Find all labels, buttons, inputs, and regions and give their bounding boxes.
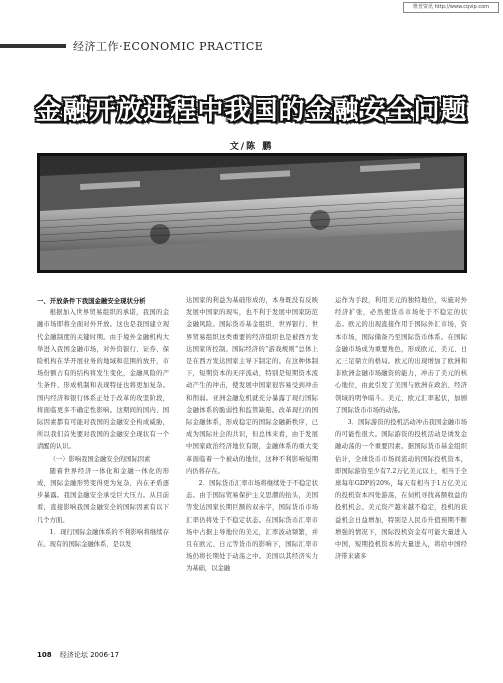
- page-number: 108: [37, 651, 52, 659]
- header-rule: [0, 44, 66, 48]
- column-1: [37, 295, 169, 640]
- currency-notes-photo: [37, 153, 467, 273]
- paragraph: 3．国际游资的投机活动冲击我国金融市场的可能性很大。国际游资的投机活动是诱发金融动荡的一个重要因素。据国际货币基金组织估计，全球货币市场间流动的国际投机资本，即国际游资至少有7.2万亿美元以上，相当于全球每年GDP的20%，每天有相当于1万亿美元的投机资本四处游荡，在伺机寻找高额收益的投机机会。美元资产越来越不稳定，投机的获益机会日益增加，特别是人民币升值预期不断增强的情况下，国际投机资金有可能大量进入中国，短期投机资本的大量进入，将给中国经济带来诸多: [335, 419, 467, 561]
- column-2: [186, 295, 318, 640]
- paragraph: 1．现行国际金融体系的不利影响将继续存在。现有的国际金融体系，是以发: [37, 528, 169, 549]
- paragraph: 随着世界经济一体化和金融一体化的形成，国际金融形势变得更为复杂，内在矛盾逐步暴露。我国金融安全承受巨大压力。从目前看，直接影响我国金融安全的国际因素有以下几个方面。: [37, 467, 169, 524]
- section-label: 经济工作·ECONOMIC PRACTICE: [73, 40, 264, 53]
- byline: 文/陈 鹏: [229, 142, 274, 152]
- paragraph: 运作为手段，利用美元的独特地位，实施对外经济扩张，必然使货币市场处于不稳定的状态。欧元的出现直接作用于国际外汇市场，资本市场，国际储备乃至国际货币体系。在国际金融市场成为重要角色，形成欧元、美元、日元三足鼎立的格局。欧元的出现增加了欧洲和非欧洲金融市场融资的能力，冲击了美元的核心地位，由此引发了美国与欧洲在政治、经济领域的明争暗斗。美元、欧元汇率起伏，加剧了国际货币市场的动荡。: [335, 297, 467, 414]
- column-3: [335, 295, 467, 640]
- paragraph: 根据加入世界贸易组织的承诺，我国的金融市场即将全面对外开放。这也是我国建立现代金融制度的关键时期。由于境外金融机构大举进入我国金融市场，对外资银行、证券、保险机构在华开展业务的地域和范围的放开，市场份额占有的结构将发生变化，金融风险的产生条件、形成机制和表现特征也将更加复杂。国内经济和银行体系正处于改革的攻坚阶段，将面临更多不确定性影响。这期间的国内、国际因素都有可能对我国的金融安全构成威胁，所以我们首先要对我国的金融安全现状有一个清醒的认识。: [37, 309, 169, 451]
- section-heading: 一、开放条件下我国金融安全现状分析: [37, 297, 146, 305]
- article-body: [37, 295, 467, 640]
- issue-label: 经济论坛 2006·17: [59, 651, 120, 659]
- watermark: 维普资讯 http://www.cqvip.com: [403, 2, 499, 13]
- paragraph: 2．国际货币汇率市场将继续处于不稳定状态。由于国际贸易保护主义思潮的抬头，美国等发达国家长期巨额的双赤字，国际货币市场汇率仍将处于不稳定状态。在国际货币汇率市场中占据主导地位的美元，汇率波动频繁，并且在欧元、日元等货币的影响下，国际汇率市场仍将长期处于动荡之中。美国以其经济实力为基础，以金融: [186, 480, 318, 573]
- article-title: 金融开放进程中我国的金融安全问题: [35, 96, 468, 126]
- section-header: [0, 37, 503, 55]
- paragraph: 达国家的利益为基础形成的，本身既没有反映发展中国家的现实，也不利于发展中国家防范金融风险。国际货币基金组织、世界银行、世界贸易组织这类重要的经济组织也是被西方发达国家所控制。国际经济的“游戏规则”总体上是在西方发达国家主导下制定的。在这种体制下，短期资本的无序流动，特别是短期资本流动产生的冲击，使发展中国家很容易受到冲击和削弱。亚洲金融危机就充分暴露了现行国际金融体系的脆弱性和监管缺陷。改革现行的国际金融体系，形成稳定的国际金融新秩序，已成为国际社会的共识，但总体来看，由于发展中国家政治经济地位有限，金融体系的重大变革面临着一个被动的地位，这种不利影响短期内仍将存在。: [186, 297, 318, 475]
- page-footer: [37, 650, 119, 660]
- subheading: （一）影响我国金融安全的国际因素: [49, 455, 151, 463]
